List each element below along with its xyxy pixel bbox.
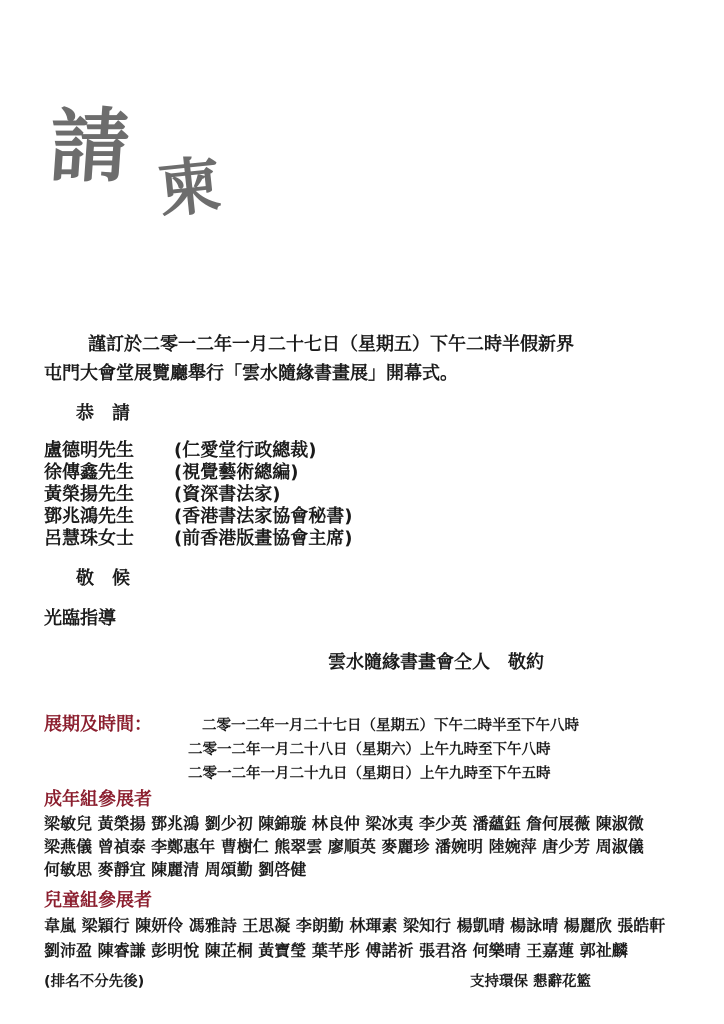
guest-name: 徐傳鑫先生	[44, 462, 134, 483]
title-char-card: 柬	[154, 147, 225, 228]
children-participants-heading: 兒童組參展者	[44, 890, 152, 911]
guest-name: 呂慧珠女士	[44, 528, 134, 549]
guest-title: (視覺藝術總編)	[174, 462, 299, 483]
children-participants-row: 韋嵐 梁穎行 陳妍伶 馮雅詩 王思凝 李朗勤 林琿素 梁知行 楊凱晴 楊詠晴 楊麗欣 張皓軒	[44, 916, 666, 935]
children-participants-row: 劉沛盈 陳睿謙 彭明悅 陳芷桐 黃寶瑩 葉芊彤 傅諾祈 張君洛 何樂晴 王嘉蓮 郭祉麟	[44, 941, 628, 960]
guest-name: 黃榮揚先生	[44, 484, 134, 505]
guest-name: 盧德明先生	[44, 440, 134, 461]
adult-participants-row: 何敏思 麥靜宜 陳麗清 周頌勤 劉啓健	[44, 860, 307, 879]
guest-title: (香港書法家協會秘書)	[174, 506, 353, 527]
ranking-note: (排名不分先後)	[44, 974, 145, 990]
adult-participants-heading: 成年組參展者	[44, 789, 152, 810]
eco-note: 支持環保 懇辭花籃	[470, 974, 592, 990]
adult-participants-row: 梁燕儀 曾禎泰 李鄭惠年 曹樹仁 熊翠雲 廖順英 麥麗珍 潘婉明 陸婉萍 唐少芳 周淑儀	[44, 837, 644, 856]
schedule-label: 展期及時間：	[44, 714, 152, 735]
schedule-item: 二零一二年一月二十七日（星期五）下午二時半至下午八時	[202, 718, 579, 734]
guest-title: (前香港版畫協會主席)	[174, 528, 353, 549]
guest-title: (仁愛堂行政總裁)	[174, 440, 317, 461]
guest-row	[44, 524, 352, 550]
respectfully-invite: 恭 請	[76, 403, 130, 424]
await-text: 敬 候	[76, 568, 130, 589]
signature: 雲水隨緣書畫會仝人 敬約	[328, 652, 544, 673]
adult-participants-row: 梁敏兒 黃榮揚 鄧兆鴻 劉少初 陳錦璇 林良仲 梁冰夷 李少英 潘蘊鈺 詹何展薇 陳淑微	[44, 814, 644, 833]
guidance-text: 光臨指導	[44, 608, 116, 629]
schedule-item: 二零一二年一月二十八日（星期六）上午九時至下午八時	[188, 742, 551, 758]
guest-name: 鄧兆鴻先生	[44, 506, 134, 527]
guest-title: (資深書法家)	[174, 484, 281, 505]
title-char-invite: 請	[46, 99, 133, 193]
schedule-item: 二零一二年一月二十九日（星期日）上午九時至下午五時	[188, 766, 551, 782]
invitation-line-1: 謹訂於二零一二年一月二十七日（星期五）下午二時半假新界	[88, 334, 574, 355]
invitation-line-2: 屯門大會堂展覽廳舉行「雲水隨緣書畫展」開幕式。	[44, 363, 458, 384]
